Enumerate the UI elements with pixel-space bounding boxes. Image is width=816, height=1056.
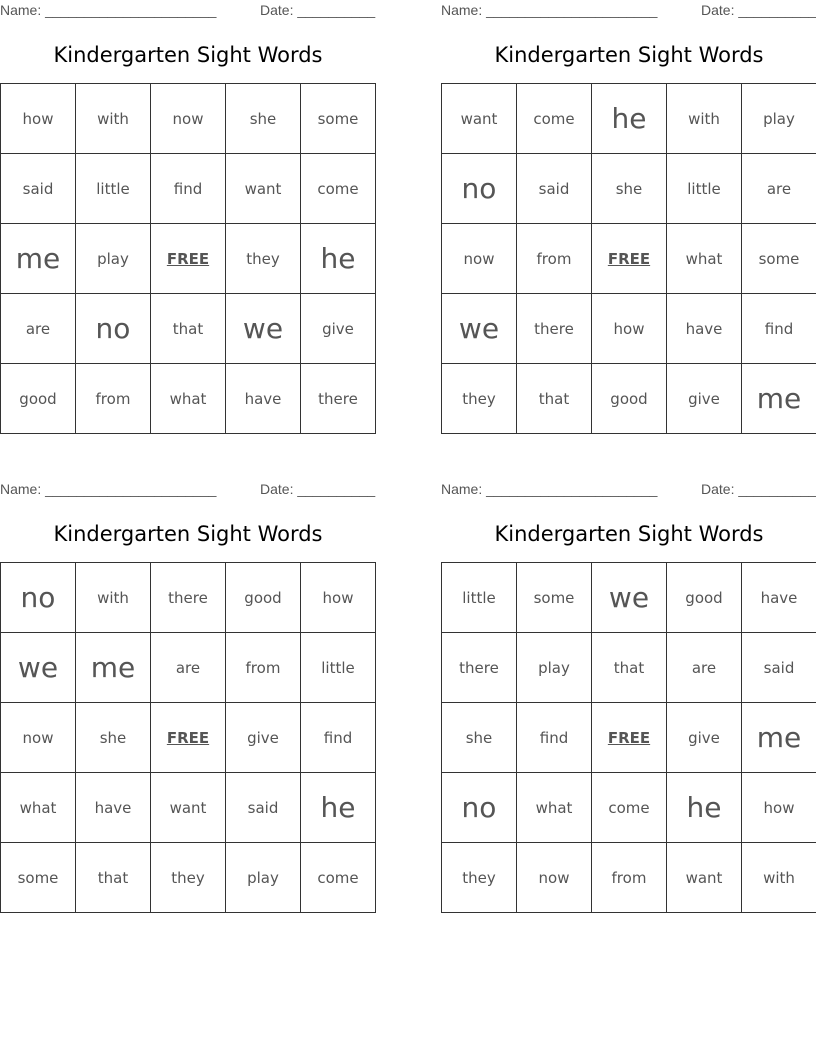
grid-cell: have	[667, 294, 742, 364]
grid-cell: with	[742, 843, 816, 913]
free-space: FREE	[592, 703, 667, 773]
grid-cell: said	[517, 154, 592, 224]
grid-cell: find	[151, 154, 226, 224]
card-title: Kindergarten Sight Words	[494, 522, 764, 546]
grid-cell: from	[226, 633, 301, 703]
grid-cell: play	[226, 843, 301, 913]
grid-cell: no	[442, 773, 517, 843]
grid-row	[1, 224, 376, 294]
grid-cell: some	[742, 224, 816, 294]
grid-cell: she	[226, 84, 301, 154]
card-title: Kindergarten Sight Words	[494, 43, 764, 67]
grid-cell: no	[442, 154, 517, 224]
grid-cell: he	[301, 224, 376, 294]
grid-cell: have	[742, 563, 816, 633]
grid-cell: what	[151, 364, 226, 434]
grid-cell: they	[442, 843, 517, 913]
grid-cell: with	[667, 84, 742, 154]
grid-cell: are	[667, 633, 742, 703]
grid-cell: said	[742, 633, 816, 703]
grid-cell: how	[301, 563, 376, 633]
grid-cell: give	[667, 364, 742, 434]
grid-cell: that	[151, 294, 226, 364]
grid-row	[1, 84, 376, 154]
grid-cell: what	[667, 224, 742, 294]
grid-cell: good	[592, 364, 667, 434]
grid-cell: we	[1, 633, 76, 703]
grid-cell: how	[1, 84, 76, 154]
card-header	[441, 481, 816, 499]
grid-cell: little	[76, 154, 151, 224]
grid-row	[442, 224, 816, 294]
grid-cell: no	[76, 294, 151, 364]
grid-cell: come	[301, 843, 376, 913]
grid-cell: there	[442, 633, 517, 703]
name-field: Name: ______________________	[0, 481, 217, 497]
grid-row	[442, 703, 816, 773]
grid-row	[442, 294, 816, 364]
name-field: Name: ______________________	[0, 2, 217, 18]
grid-cell: some	[1, 843, 76, 913]
date-field: Date: __________	[701, 481, 816, 497]
bingo-grid	[441, 83, 816, 434]
grid-cell: said	[226, 773, 301, 843]
grid-row	[1, 294, 376, 364]
grid-cell: now	[151, 84, 226, 154]
grid-cell: want	[667, 843, 742, 913]
grid-cell: that	[517, 364, 592, 434]
grid-cell: she	[592, 154, 667, 224]
grid-cell: little	[301, 633, 376, 703]
grid-cell: play	[517, 633, 592, 703]
grid-row	[442, 563, 816, 633]
grid-cell: we	[442, 294, 517, 364]
grid-cell: good	[226, 563, 301, 633]
grid-row	[442, 84, 816, 154]
grid-cell: with	[76, 84, 151, 154]
grid-cell: he	[667, 773, 742, 843]
grid-cell: come	[592, 773, 667, 843]
grid-cell: me	[76, 633, 151, 703]
grid-cell: good	[667, 563, 742, 633]
bingo-grid	[0, 83, 376, 434]
grid-cell: are	[151, 633, 226, 703]
free-space: FREE	[151, 703, 226, 773]
grid-row	[442, 843, 816, 913]
grid-cell: what	[517, 773, 592, 843]
grid-cell: no	[1, 563, 76, 633]
grid-cell: want	[226, 154, 301, 224]
free-space: FREE	[151, 224, 226, 294]
grid-cell: now	[1, 703, 76, 773]
grid-cell: me	[1, 224, 76, 294]
grid-row	[1, 703, 376, 773]
grid-cell: have	[226, 364, 301, 434]
grid-cell: how	[742, 773, 816, 843]
grid-cell: said	[1, 154, 76, 224]
grid-cell: now	[517, 843, 592, 913]
free-space: FREE	[592, 224, 667, 294]
grid-cell: play	[76, 224, 151, 294]
name-field: Name: ______________________	[441, 2, 658, 18]
name-field: Name: ______________________	[441, 481, 658, 497]
bingo-grid	[0, 562, 376, 913]
grid-row	[442, 633, 816, 703]
grid-cell: he	[301, 773, 376, 843]
grid-cell: come	[517, 84, 592, 154]
grid-cell: that	[592, 633, 667, 703]
grid-cell: are	[1, 294, 76, 364]
grid-cell: how	[592, 294, 667, 364]
grid-row	[1, 633, 376, 703]
date-field: Date: __________	[701, 2, 816, 18]
grid-cell: with	[76, 563, 151, 633]
grid-cell: give	[301, 294, 376, 364]
grid-cell: we	[592, 563, 667, 633]
grid-cell: that	[76, 843, 151, 913]
grid-row	[1, 843, 376, 913]
grid-cell: find	[301, 703, 376, 773]
grid-cell: little	[442, 563, 517, 633]
bingo-grid	[441, 562, 816, 913]
grid-cell: some	[517, 563, 592, 633]
grid-row	[1, 364, 376, 434]
grid-cell: she	[442, 703, 517, 773]
grid-cell: he	[592, 84, 667, 154]
grid-cell: find	[742, 294, 816, 364]
grid-cell: are	[742, 154, 816, 224]
card-title: Kindergarten Sight Words	[53, 43, 323, 67]
card-header	[441, 2, 816, 20]
grid-cell: now	[442, 224, 517, 294]
grid-row	[1, 154, 376, 224]
grid-cell: have	[76, 773, 151, 843]
grid-row	[442, 364, 816, 434]
date-field: Date: __________	[260, 2, 376, 18]
grid-cell: from	[517, 224, 592, 294]
grid-row	[442, 773, 816, 843]
grid-cell: they	[226, 224, 301, 294]
grid-cell: they	[442, 364, 517, 434]
grid-cell: want	[151, 773, 226, 843]
grid-cell: come	[301, 154, 376, 224]
grid-cell: there	[151, 563, 226, 633]
grid-cell: give	[226, 703, 301, 773]
grid-cell: some	[301, 84, 376, 154]
grid-row	[1, 773, 376, 843]
grid-cell: they	[151, 843, 226, 913]
grid-row	[1, 563, 376, 633]
grid-cell: from	[592, 843, 667, 913]
grid-cell: from	[76, 364, 151, 434]
grid-cell: there	[517, 294, 592, 364]
grid-cell: find	[517, 703, 592, 773]
card-title: Kindergarten Sight Words	[53, 522, 323, 546]
grid-cell: me	[742, 703, 816, 773]
grid-cell: play	[742, 84, 816, 154]
grid-cell: want	[442, 84, 517, 154]
grid-cell: there	[301, 364, 376, 434]
grid-cell: give	[667, 703, 742, 773]
grid-row	[442, 154, 816, 224]
date-field: Date: __________	[260, 481, 376, 497]
grid-cell: me	[742, 364, 816, 434]
grid-cell: good	[1, 364, 76, 434]
card-header	[0, 481, 376, 499]
grid-cell: little	[667, 154, 742, 224]
card-header	[0, 2, 376, 20]
grid-cell: what	[1, 773, 76, 843]
grid-cell: we	[226, 294, 301, 364]
grid-cell: she	[76, 703, 151, 773]
